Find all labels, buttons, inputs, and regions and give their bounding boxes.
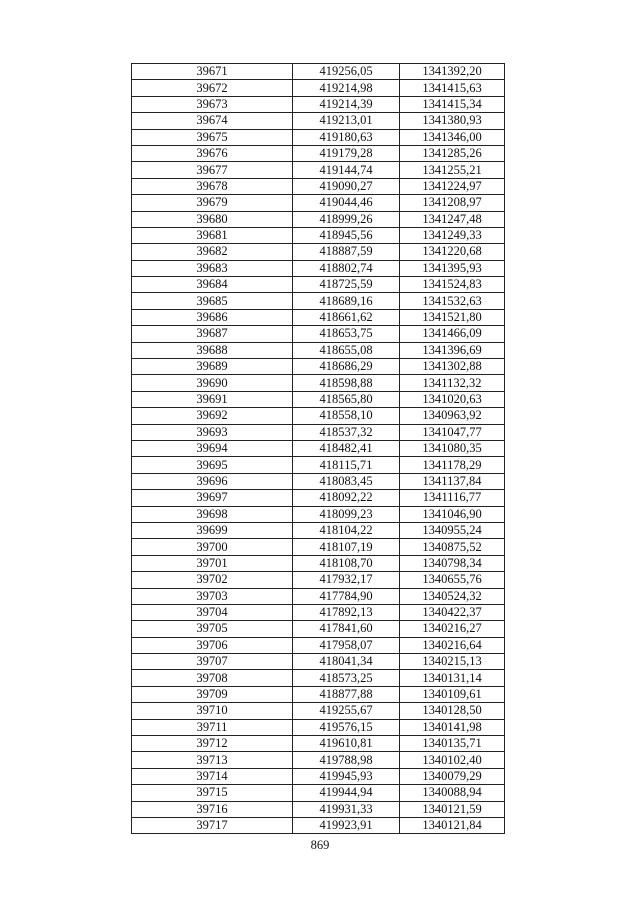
table-row <box>132 703 505 719</box>
y-coordinate-cell: 1341249,33 <box>400 227 505 243</box>
x-coordinate-cell: 419044,46 <box>293 195 400 211</box>
y-coordinate-cell: 1340079,29 <box>400 768 505 784</box>
point-number-cell: 39682 <box>132 244 293 260</box>
x-coordinate-cell: 417784,90 <box>293 588 400 604</box>
x-coordinate-cell: 419090,27 <box>293 178 400 194</box>
point-number-cell: 39693 <box>132 424 293 440</box>
point-number-cell: 39696 <box>132 473 293 489</box>
x-coordinate-cell: 418887,59 <box>293 244 400 260</box>
table-row <box>132 195 505 211</box>
x-coordinate-cell: 419788,98 <box>293 752 400 768</box>
y-coordinate-cell: 1341521,80 <box>400 309 505 325</box>
table-row <box>132 326 505 342</box>
x-coordinate-cell: 418653,75 <box>293 326 400 342</box>
point-number-cell: 39707 <box>132 654 293 670</box>
y-coordinate-cell: 1341047,77 <box>400 424 505 440</box>
y-coordinate-cell: 1341178,29 <box>400 457 505 473</box>
y-coordinate-cell: 1340109,61 <box>400 686 505 702</box>
point-number-cell: 39703 <box>132 588 293 604</box>
point-number-cell: 39674 <box>132 113 293 129</box>
table-row <box>132 293 505 309</box>
x-coordinate-cell: 417932,17 <box>293 572 400 588</box>
table-row <box>132 162 505 178</box>
y-coordinate-cell: 1340963,92 <box>400 408 505 424</box>
table-row <box>132 244 505 260</box>
point-number-cell: 39678 <box>132 178 293 194</box>
point-number-cell: 39672 <box>132 80 293 96</box>
point-number-cell: 39690 <box>132 375 293 391</box>
y-coordinate-cell: 1341392,20 <box>400 64 505 80</box>
table-row <box>132 457 505 473</box>
point-number-cell: 39709 <box>132 686 293 702</box>
table-row <box>132 359 505 375</box>
table-row <box>132 719 505 735</box>
y-coordinate-cell: 1340088,94 <box>400 785 505 801</box>
table-row <box>132 424 505 440</box>
table-row <box>132 670 505 686</box>
x-coordinate-cell: 418041,34 <box>293 654 400 670</box>
y-coordinate-cell: 1341224,97 <box>400 178 505 194</box>
point-number-cell: 39694 <box>132 440 293 456</box>
table-row <box>132 588 505 604</box>
x-coordinate-cell: 418565,80 <box>293 391 400 407</box>
y-coordinate-cell: 1341466,09 <box>400 326 505 342</box>
table-row <box>132 391 505 407</box>
y-coordinate-cell: 1340955,24 <box>400 522 505 538</box>
point-number-cell: 39715 <box>132 785 293 801</box>
point-number-cell: 39688 <box>132 342 293 358</box>
y-coordinate-cell: 1341046,90 <box>400 506 505 522</box>
x-coordinate-cell: 418999,26 <box>293 211 400 227</box>
point-number-cell: 39714 <box>132 768 293 784</box>
point-number-cell: 39716 <box>132 801 293 817</box>
x-coordinate-cell: 418655,08 <box>293 342 400 358</box>
y-coordinate-cell: 1340131,14 <box>400 670 505 686</box>
x-coordinate-cell: 418092,22 <box>293 490 400 506</box>
y-coordinate-cell: 1341532,63 <box>400 293 505 309</box>
x-coordinate-cell: 418099,23 <box>293 506 400 522</box>
y-coordinate-cell: 1340121,84 <box>400 817 505 833</box>
x-coordinate-cell: 419944,94 <box>293 785 400 801</box>
table-row <box>132 342 505 358</box>
table-row <box>132 440 505 456</box>
point-number-cell: 39683 <box>132 260 293 276</box>
point-number-cell: 39695 <box>132 457 293 473</box>
table-row <box>132 604 505 620</box>
point-number-cell: 39692 <box>132 408 293 424</box>
table-row <box>132 817 505 833</box>
x-coordinate-cell: 418107,19 <box>293 539 400 555</box>
table-row <box>132 211 505 227</box>
table-row <box>132 129 505 145</box>
table-row <box>132 736 505 752</box>
table-row <box>132 654 505 670</box>
point-number-cell: 39700 <box>132 539 293 555</box>
x-coordinate-cell: 418802,74 <box>293 260 400 276</box>
y-coordinate-cell: 1341285,26 <box>400 145 505 161</box>
x-coordinate-cell: 419180,63 <box>293 129 400 145</box>
y-coordinate-cell: 1340128,50 <box>400 703 505 719</box>
point-number-cell: 39702 <box>132 572 293 588</box>
coordinates-table <box>131 63 505 834</box>
point-number-cell: 39713 <box>132 752 293 768</box>
point-number-cell: 39712 <box>132 736 293 752</box>
x-coordinate-cell: 418725,59 <box>293 277 400 293</box>
table-row <box>132 637 505 653</box>
y-coordinate-cell: 1341220,68 <box>400 244 505 260</box>
point-number-cell: 39686 <box>132 309 293 325</box>
x-coordinate-cell: 418598,88 <box>293 375 400 391</box>
x-coordinate-cell: 419214,39 <box>293 96 400 112</box>
point-number-cell: 39680 <box>132 211 293 227</box>
table-row <box>132 506 505 522</box>
point-number-cell: 39689 <box>132 359 293 375</box>
y-coordinate-cell: 1341415,63 <box>400 80 505 96</box>
y-coordinate-cell: 1340524,32 <box>400 588 505 604</box>
x-coordinate-cell: 418945,56 <box>293 227 400 243</box>
point-number-cell: 39676 <box>132 145 293 161</box>
point-number-cell: 39679 <box>132 195 293 211</box>
table-row <box>132 375 505 391</box>
x-coordinate-cell: 418661,62 <box>293 309 400 325</box>
table-row <box>132 686 505 702</box>
point-number-cell: 39687 <box>132 326 293 342</box>
table-row <box>132 801 505 817</box>
point-number-cell: 39699 <box>132 522 293 538</box>
x-coordinate-cell: 418104,22 <box>293 522 400 538</box>
table-row <box>132 96 505 112</box>
point-number-cell: 39706 <box>132 637 293 653</box>
x-coordinate-cell: 418108,70 <box>293 555 400 571</box>
point-number-cell: 39697 <box>132 490 293 506</box>
point-number-cell: 39673 <box>132 96 293 112</box>
x-coordinate-cell: 418537,32 <box>293 424 400 440</box>
y-coordinate-cell: 1340135,71 <box>400 736 505 752</box>
y-coordinate-cell: 1340102,40 <box>400 752 505 768</box>
point-number-cell: 39681 <box>132 227 293 243</box>
table-row <box>132 539 505 555</box>
y-coordinate-cell: 1340216,27 <box>400 621 505 637</box>
x-coordinate-cell: 418686,29 <box>293 359 400 375</box>
y-coordinate-cell: 1341346,00 <box>400 129 505 145</box>
x-coordinate-cell: 419213,01 <box>293 113 400 129</box>
table-row <box>132 555 505 571</box>
y-coordinate-cell: 1341116,77 <box>400 490 505 506</box>
x-coordinate-cell: 419931,33 <box>293 801 400 817</box>
y-coordinate-cell: 1341208,97 <box>400 195 505 211</box>
x-coordinate-cell: 417892,13 <box>293 604 400 620</box>
table-row <box>132 785 505 801</box>
table-row <box>132 490 505 506</box>
table-row <box>132 80 505 96</box>
x-coordinate-cell: 419256,05 <box>293 64 400 80</box>
y-coordinate-cell: 1340655,76 <box>400 572 505 588</box>
point-number-cell: 39691 <box>132 391 293 407</box>
point-number-cell: 39701 <box>132 555 293 571</box>
table-row <box>132 64 505 80</box>
x-coordinate-cell: 419945,93 <box>293 768 400 784</box>
y-coordinate-cell: 1340422,37 <box>400 604 505 620</box>
point-number-cell: 39708 <box>132 670 293 686</box>
point-number-cell: 39671 <box>132 64 293 80</box>
y-coordinate-cell: 1341080,35 <box>400 440 505 456</box>
point-number-cell: 39684 <box>132 277 293 293</box>
x-coordinate-cell: 419923,91 <box>293 817 400 833</box>
coordinates-table-body <box>132 64 505 834</box>
y-coordinate-cell: 1340121,59 <box>400 801 505 817</box>
y-coordinate-cell: 1341415,34 <box>400 96 505 112</box>
y-coordinate-cell: 1340875,52 <box>400 539 505 555</box>
x-coordinate-cell: 417841,60 <box>293 621 400 637</box>
point-number-cell: 39677 <box>132 162 293 178</box>
table-row <box>132 408 505 424</box>
point-number-cell: 39710 <box>132 703 293 719</box>
table-row <box>132 145 505 161</box>
y-coordinate-cell: 1341020,63 <box>400 391 505 407</box>
table-row <box>132 260 505 276</box>
point-number-cell: 39698 <box>132 506 293 522</box>
y-coordinate-cell: 1341247,48 <box>400 211 505 227</box>
y-coordinate-cell: 1341302,88 <box>400 359 505 375</box>
x-coordinate-cell: 417958,07 <box>293 637 400 653</box>
x-coordinate-cell: 418573,25 <box>293 670 400 686</box>
y-coordinate-cell: 1341137,84 <box>400 473 505 489</box>
x-coordinate-cell: 419576,15 <box>293 719 400 735</box>
table-row <box>132 178 505 194</box>
table-row <box>132 768 505 784</box>
y-coordinate-cell: 1341380,93 <box>400 113 505 129</box>
point-number-cell: 39685 <box>132 293 293 309</box>
x-coordinate-cell: 419179,28 <box>293 145 400 161</box>
x-coordinate-cell: 418115,71 <box>293 457 400 473</box>
point-number-cell: 39717 <box>132 817 293 833</box>
y-coordinate-cell: 1341396,69 <box>400 342 505 358</box>
x-coordinate-cell: 418482,41 <box>293 440 400 456</box>
y-coordinate-cell: 1340215,13 <box>400 654 505 670</box>
y-coordinate-cell: 1340141,98 <box>400 719 505 735</box>
point-number-cell: 39675 <box>132 129 293 145</box>
y-coordinate-cell: 1340798,34 <box>400 555 505 571</box>
x-coordinate-cell: 418877,88 <box>293 686 400 702</box>
x-coordinate-cell: 418558,10 <box>293 408 400 424</box>
x-coordinate-cell: 419214,98 <box>293 80 400 96</box>
y-coordinate-cell: 1341524,83 <box>400 277 505 293</box>
table-row <box>132 113 505 129</box>
table-row <box>132 227 505 243</box>
point-number-cell: 39704 <box>132 604 293 620</box>
y-coordinate-cell: 1340216,64 <box>400 637 505 653</box>
table-row <box>132 621 505 637</box>
page-number: 869 <box>310 838 330 852</box>
table-row <box>132 309 505 325</box>
point-number-cell: 39705 <box>132 621 293 637</box>
point-number-cell: 39711 <box>132 719 293 735</box>
table-row <box>132 473 505 489</box>
x-coordinate-cell: 418083,45 <box>293 473 400 489</box>
x-coordinate-cell: 419255,67 <box>293 703 400 719</box>
table-row <box>132 752 505 768</box>
y-coordinate-cell: 1341395,93 <box>400 260 505 276</box>
x-coordinate-cell: 419610,81 <box>293 736 400 752</box>
table-row <box>132 572 505 588</box>
table-row <box>132 277 505 293</box>
y-coordinate-cell: 1341255,21 <box>400 162 505 178</box>
table-row <box>132 522 505 538</box>
x-coordinate-cell: 418689,16 <box>293 293 400 309</box>
y-coordinate-cell: 1341132,32 <box>400 375 505 391</box>
x-coordinate-cell: 419144,74 <box>293 162 400 178</box>
